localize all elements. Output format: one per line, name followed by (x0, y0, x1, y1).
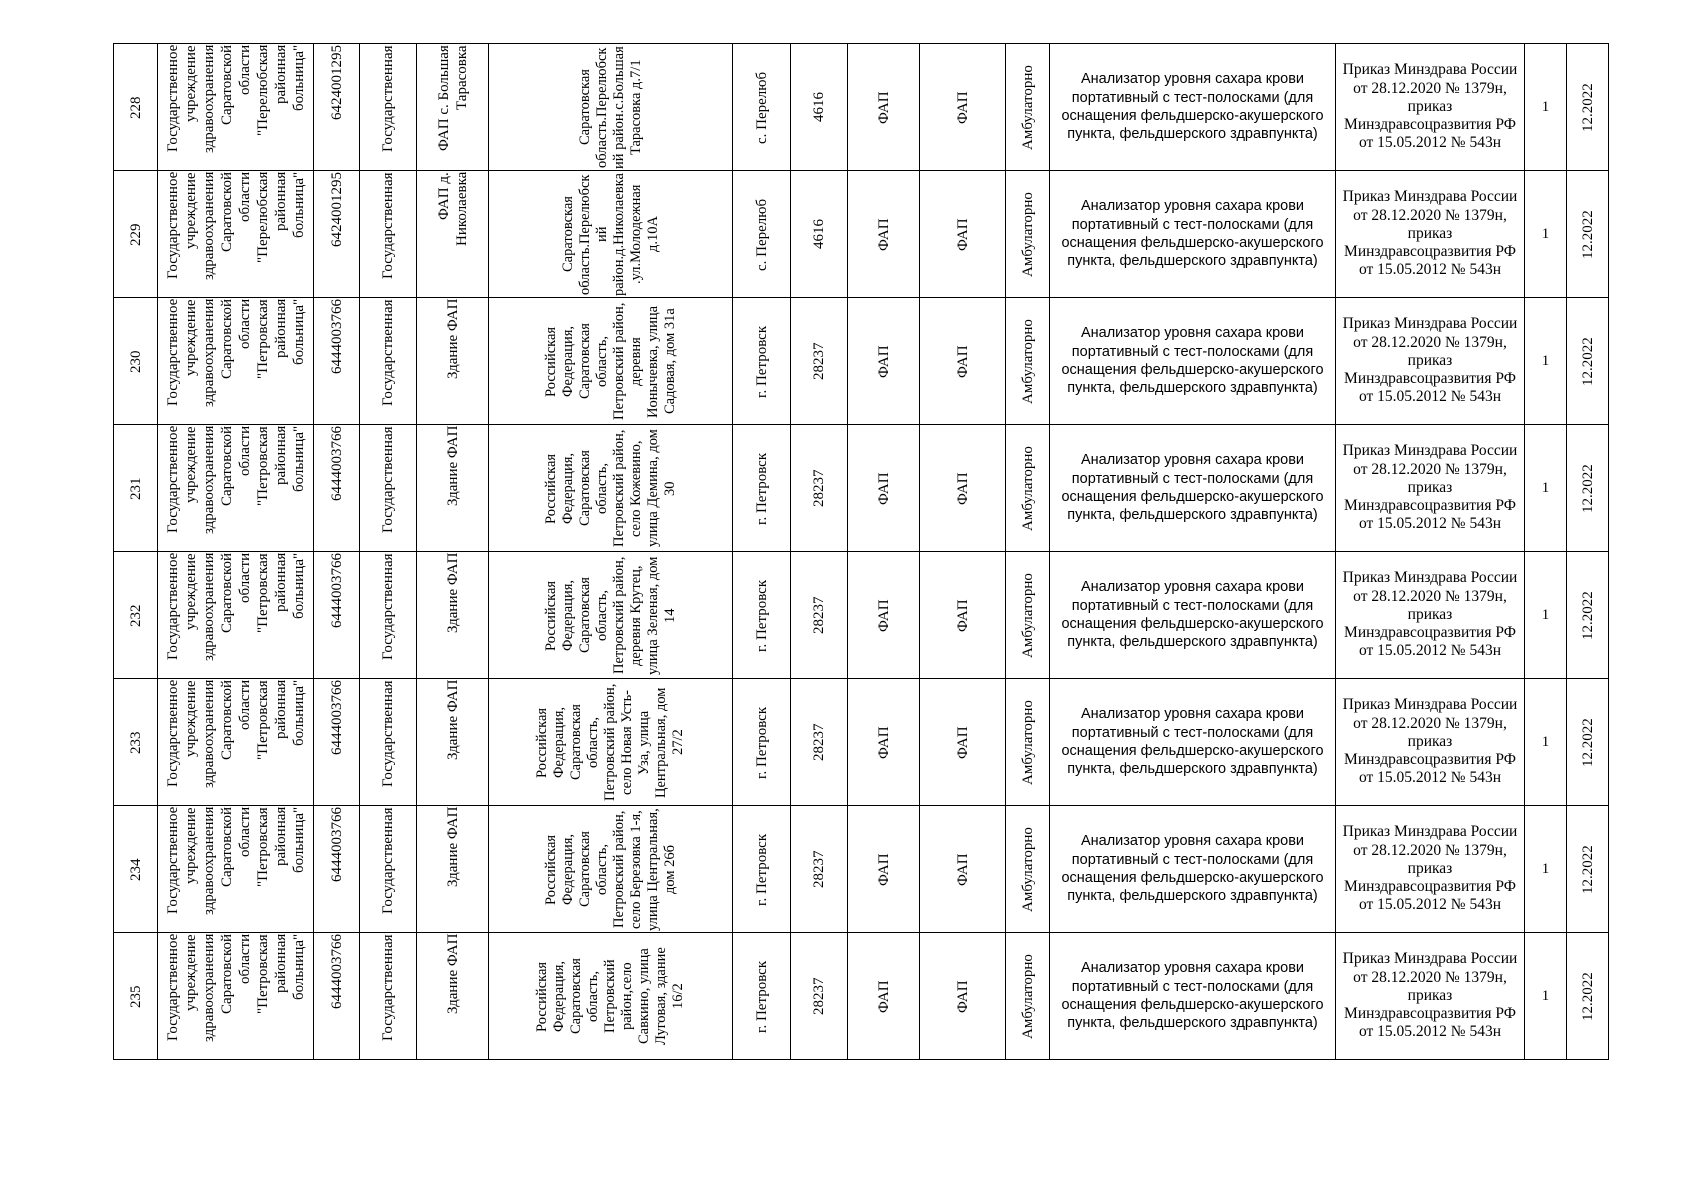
cell-ownership-text: Государственная (380, 298, 396, 406)
cell-equipment-text: Анализатор уровня сахара крови портативный с тест-полосками (для оснащения фельдшерско-акушерского пункта, фельдшерского здравпункта) (1061, 960, 1324, 1032)
cell-settlement-text: г. Петровск (753, 959, 770, 1033)
cell-care-form (1006, 679, 1050, 806)
cell-equipment-text: Анализатор уровня сахара крови портативный с тест-полосками (для оснащения фельдшерско-акушерского пункта, фельдшерского здравпункта) (1061, 71, 1324, 143)
cell-row-number (114, 679, 158, 806)
cell-inn (314, 298, 360, 425)
cell-order (1336, 298, 1525, 425)
cell-facility-subtype-text: ФАП (954, 217, 971, 251)
cell-building-text: Здание ФАП (444, 679, 461, 760)
cell-organization (158, 44, 314, 171)
cell-population-text: 28237 (811, 723, 827, 761)
cell-care-form-text: Амбулаторно (1019, 826, 1036, 912)
cell-date (1567, 679, 1609, 806)
cell-population (791, 806, 848, 933)
cell-inn-text: 6444003766 (328, 425, 345, 501)
cell-building-text: Здание ФАП (444, 933, 461, 1014)
cell-date-text: 12.2022 (1579, 336, 1596, 386)
cell-ownership (360, 298, 417, 425)
cell-row-number (114, 552, 158, 679)
cell-settlement-text: г. Петровск (753, 832, 770, 906)
cell-facility-type-text: ФАП (875, 344, 892, 378)
cell-organization-text: Государственное учреждение здравоохранения Саратовской области "Петровская районная больница" (164, 552, 307, 661)
cell-population-text: 4616 (811, 219, 827, 249)
cell-facility-subtype (920, 298, 1006, 425)
cell-settlement-text: г. Петровск (753, 324, 770, 398)
cell-facility-type (848, 298, 920, 425)
cell-settlement (733, 933, 791, 1060)
cell-facility-type-text: ФАП (875, 725, 892, 759)
cell-organization (158, 806, 314, 933)
cell-equipment-text: Анализатор уровня сахара крови портативный с тест-полосками (для оснащения фельдшерско-акушерского пункта, фельдшерского здравпункта) (1061, 833, 1324, 905)
cell-facility-type-text: ФАП (875, 979, 892, 1013)
cell-organization-text: Государственное учреждение здравоохранения Саратовской области "Перелюбская районная больница" (164, 44, 307, 153)
cell-facility-type-text: ФАП (875, 598, 892, 632)
cell-facility-subtype-text: ФАП (954, 471, 971, 505)
cell-building (417, 806, 489, 933)
cell-address (489, 552, 733, 679)
cell-order-text: Приказ Минздрава России от 28.12.2020 № 1379н, приказ Минздравсоцразвития РФ от 15.05.2012 № 543н (1342, 950, 1518, 1041)
cell-building-text: Здание ФАП (444, 425, 461, 506)
cell-inn-text: 6444003766 (328, 933, 345, 1009)
cell-care-form (1006, 171, 1050, 298)
cell-care-form (1006, 298, 1050, 425)
cell-facility-type-text: ФАП (875, 217, 892, 251)
cell-settlement (733, 44, 791, 171)
cell-date (1567, 171, 1609, 298)
cell-quantity (1525, 44, 1567, 171)
cell-facility-subtype-text: ФАП (954, 90, 971, 124)
table-row (114, 44, 1609, 171)
cell-building-text: Здание ФАП (444, 806, 461, 887)
cell-building-text: Здание ФАП (444, 552, 461, 633)
cell-quantity (1525, 806, 1567, 933)
cell-order-text: Приказ Минздрава России от 28.12.2020 № 1379н, приказ Минздравсоцразвития РФ от 15.05.2012 № 543н (1342, 315, 1518, 406)
cell-ownership (360, 679, 417, 806)
table-row (114, 298, 1609, 425)
cell-row-number (114, 933, 158, 1060)
cell-building-text: ФАП д. Николаевка (435, 171, 470, 246)
cell-equipment (1050, 806, 1336, 933)
cell-inn-text: 6444003766 (328, 552, 345, 628)
cell-quantity (1525, 679, 1567, 806)
cell-settlement-text: г. Петровск (753, 705, 770, 779)
cell-population (791, 171, 848, 298)
cell-care-form (1006, 552, 1050, 679)
cell-date (1567, 44, 1609, 171)
cell-organization-text: Государственное учреждение здравоохранения Саратовской области "Петровская районная больница" (164, 679, 307, 788)
cell-address (489, 425, 733, 552)
cell-organization-text: Государственное учреждение здравоохранения Саратовской области "Петровская районная больница" (164, 298, 307, 407)
cell-date-text: 12.2022 (1579, 463, 1596, 513)
cell-equipment (1050, 171, 1336, 298)
cell-quantity (1525, 933, 1567, 1060)
cell-equipment (1050, 298, 1336, 425)
cell-care-form-text: Амбулаторно (1019, 445, 1036, 531)
cell-inn (314, 425, 360, 552)
cell-inn (314, 806, 360, 933)
cell-row-number (114, 806, 158, 933)
cell-quantity (1525, 425, 1567, 552)
cell-settlement-text: с. Перелюб (753, 70, 770, 144)
cell-population (791, 298, 848, 425)
cell-building-text: ФАП с. Большая Тарасовка (435, 44, 470, 151)
cell-organization-text: Государственное учреждение здравоохранения Саратовской области "Перелюбская районная больница" (164, 171, 307, 280)
cell-order (1336, 44, 1525, 171)
cell-address-text: Российская Федерация, Саратовская область, Петровский район, село Новая Усть-Уза, улица Центральная, дом 27/2 (534, 683, 686, 801)
cell-ownership (360, 171, 417, 298)
cell-order-text: Приказ Минздрава России от 28.12.2020 № 1379н, приказ Минздравсоцразвития РФ от 15.05.2012 № 543н (1342, 823, 1518, 914)
cell-date-text: 12.2022 (1579, 209, 1596, 259)
cell-date-text: 12.2022 (1579, 844, 1596, 894)
cell-inn-text: 6424001295 (328, 171, 345, 247)
cell-facility-type (848, 44, 920, 171)
cell-date (1567, 298, 1609, 425)
cell-care-form-text: Амбулаторно (1019, 318, 1036, 404)
cell-date (1567, 806, 1609, 933)
cell-quantity (1525, 298, 1567, 425)
cell-quantity (1525, 171, 1567, 298)
cell-date (1567, 552, 1609, 679)
cell-quantity (1525, 552, 1567, 679)
cell-order (1336, 806, 1525, 933)
cell-inn-text: 6444003766 (328, 806, 345, 882)
cell-care-form-text: Амбулаторно (1019, 191, 1036, 277)
table-row (114, 171, 1609, 298)
cell-facility-subtype (920, 933, 1006, 1060)
cell-inn (314, 44, 360, 171)
cell-population (791, 552, 848, 679)
cell-settlement (733, 425, 791, 552)
cell-order (1336, 425, 1525, 552)
cell-quantity-text: 1 (1541, 225, 1550, 242)
cell-ownership-text: Государственная (380, 425, 396, 533)
cell-address (489, 933, 733, 1060)
cell-equipment (1050, 679, 1336, 806)
cell-inn-text: 6444003766 (328, 298, 345, 374)
cell-ownership-text: Государственная (380, 44, 396, 152)
cell-population-text: 28237 (811, 469, 827, 507)
cell-organization-text: Государственное учреждение здравоохранения Саратовской области "Петровская районная больница" (164, 933, 307, 1042)
cell-address-text: Саратовская область.Перелюбский район.д.Николаевка.ул.Молодежная д.10А (559, 172, 661, 296)
cell-address (489, 171, 733, 298)
cell-order-text: Приказ Минздрава России от 28.12.2020 № 1379н, приказ Минздравсоцразвития РФ от 15.05.2012 № 543н (1342, 61, 1518, 152)
cell-ownership (360, 806, 417, 933)
cell-ownership-text: Государственная (380, 552, 396, 660)
cell-equipment (1050, 933, 1336, 1060)
cell-facility-type (848, 933, 920, 1060)
cell-facility-type (848, 425, 920, 552)
cell-building (417, 425, 489, 552)
cell-equipment (1050, 552, 1336, 679)
cell-address-text: Российская Федерация, Саратовская область, Петровский район, деревня Крутец, улица Зеленая, дом 14 (542, 555, 678, 675)
cell-building (417, 933, 489, 1060)
table-row (114, 679, 1609, 806)
cell-facility-subtype (920, 552, 1006, 679)
cell-care-form (1006, 44, 1050, 171)
cell-care-form-text: Амбулаторно (1019, 953, 1036, 1039)
table-body (114, 44, 1609, 1060)
cell-row-number-text: 230 (127, 349, 144, 373)
cell-equipment-text: Анализатор уровня сахара крови портативный с тест-полосками (для оснащения фельдшерско-акушерского пункта, фельдшерского здравпункта) (1061, 706, 1324, 778)
cell-order (1336, 171, 1525, 298)
cell-facility-type (848, 806, 920, 933)
cell-equipment-text: Анализатор уровня сахара крови портативный с тест-полосками (для оснащения фельдшерско-акушерского пункта, фельдшерского здравпункта) (1061, 325, 1324, 397)
cell-equipment-text: Анализатор уровня сахара крови портативный с тест-полосками (для оснащения фельдшерско-акушерского пункта, фельдшерского здравпункта) (1061, 452, 1324, 524)
cell-facility-subtype (920, 44, 1006, 171)
cell-facility-subtype (920, 425, 1006, 552)
cell-building-text: Здание ФАП (444, 298, 461, 379)
cell-inn (314, 552, 360, 679)
cell-date-text: 12.2022 (1579, 590, 1596, 640)
cell-date (1567, 933, 1609, 1060)
cell-order-text: Приказ Минздрава России от 28.12.2020 № 1379н, приказ Минздравсоцразвития РФ от 15.05.2012 № 543н (1342, 188, 1518, 279)
cell-equipment-text: Анализатор уровня сахара крови портативный с тест-полосками (для оснащения фельдшерско-акушерского пункта, фельдшерского здравпункта) (1061, 198, 1324, 270)
cell-equipment (1050, 425, 1336, 552)
cell-facility-subtype (920, 171, 1006, 298)
table-row (114, 933, 1609, 1060)
cell-address-text: Российская Федерация, Саратовская область, Петровский район, село Кожевино, улица Демина, дом 30 (542, 429, 678, 547)
cell-address-text: Российская Федерация, Саратовская область, Петровский район, село Березовка 1-я, улица Центральная, дом 26б (542, 807, 678, 931)
cell-date-text: 12.2022 (1579, 717, 1596, 767)
cell-quantity-text: 1 (1541, 987, 1550, 1004)
equipment-table (113, 43, 1609, 1060)
cell-row-number-text: 228 (127, 95, 144, 119)
cell-address-text: Российская Федерация, Саратовская область, Петровский район,село Савкино, улица Луговая, здание 16/2 (534, 947, 686, 1045)
cell-order (1336, 552, 1525, 679)
cell-organization (158, 171, 314, 298)
cell-population-text: 28237 (811, 596, 827, 634)
cell-date-text: 12.2022 (1579, 971, 1596, 1021)
cell-inn-text: 6444003766 (328, 679, 345, 755)
cell-ownership (360, 44, 417, 171)
cell-quantity-text: 1 (1541, 733, 1550, 750)
cell-building (417, 552, 489, 679)
cell-facility-subtype-text: ФАП (954, 979, 971, 1013)
cell-facility-subtype-text: ФАП (954, 725, 971, 759)
cell-care-form (1006, 933, 1050, 1060)
cell-facility-subtype (920, 806, 1006, 933)
cell-row-number (114, 425, 158, 552)
cell-settlement (733, 298, 791, 425)
table-row (114, 425, 1609, 552)
cell-organization (158, 298, 314, 425)
cell-ownership (360, 933, 417, 1060)
cell-care-form-text: Амбулаторно (1019, 572, 1036, 658)
cell-organization-text: Государственное учреждение здравоохранения Саратовской области "Петровская районная больница" (164, 425, 307, 534)
cell-care-form-text: Амбулаторно (1019, 64, 1036, 150)
cell-ownership-text: Государственная (380, 933, 396, 1041)
cell-building (417, 44, 489, 171)
cell-ownership (360, 552, 417, 679)
cell-facility-subtype-text: ФАП (954, 598, 971, 632)
cell-organization (158, 552, 314, 679)
cell-row-number-text: 229 (127, 222, 144, 246)
cell-address-text: Саратовская область.Перелюбский район.с.Большая Тарасовка д.7/1 (576, 45, 644, 169)
cell-address (489, 679, 733, 806)
cell-order (1336, 679, 1525, 806)
cell-organization (158, 425, 314, 552)
cell-care-form-text: Амбулаторно (1019, 699, 1036, 785)
cell-organization (158, 933, 314, 1060)
cell-population (791, 679, 848, 806)
cell-building (417, 171, 489, 298)
cell-care-form (1006, 425, 1050, 552)
cell-settlement (733, 552, 791, 679)
cell-facility-type-text: ФАП (875, 471, 892, 505)
cell-facility-subtype-text: ФАП (954, 852, 971, 886)
cell-care-form (1006, 806, 1050, 933)
cell-ownership-text: Государственная (380, 806, 396, 914)
cell-facility-type-text: ФАП (875, 852, 892, 886)
cell-row-number-text: 231 (127, 476, 144, 500)
cell-facility-type (848, 171, 920, 298)
cell-row-number (114, 298, 158, 425)
cell-date-text: 12.2022 (1579, 82, 1596, 132)
cell-row-number-text: 232 (127, 603, 144, 627)
cell-equipment (1050, 44, 1336, 171)
cell-quantity-text: 1 (1541, 352, 1550, 369)
cell-order-text: Приказ Минздрава России от 28.12.2020 № 1379н, приказ Минздравсоцразвития РФ от 15.05.2012 № 543н (1342, 696, 1518, 787)
cell-population-text: 28237 (811, 977, 827, 1015)
cell-facility-type (848, 552, 920, 679)
cell-quantity-text: 1 (1541, 860, 1550, 877)
cell-settlement (733, 679, 791, 806)
cell-ownership-text: Государственная (380, 679, 396, 787)
cell-inn (314, 679, 360, 806)
cell-order-text: Приказ Минздрава России от 28.12.2020 № 1379н, приказ Минздравсоцразвития РФ от 15.05.2012 № 543н (1342, 569, 1518, 660)
cell-building (417, 298, 489, 425)
cell-settlement (733, 171, 791, 298)
cell-quantity-text: 1 (1541, 98, 1550, 115)
cell-order-text: Приказ Минздрава России от 28.12.2020 № 1379н, приказ Минздравсоцразвития РФ от 15.05.2012 № 543н (1342, 442, 1518, 533)
cell-facility-subtype (920, 679, 1006, 806)
cell-address-text: Российская Федерация, Саратовская область, Петровский район, деревня Ионычевка, улица Садовая, дом 31а (542, 302, 678, 420)
cell-address (489, 806, 733, 933)
cell-quantity-text: 1 (1541, 606, 1550, 623)
cell-building (417, 679, 489, 806)
table-row (114, 806, 1609, 933)
cell-settlement-text: с. Перелюб (753, 197, 770, 271)
cell-population-text: 28237 (811, 342, 827, 380)
cell-row-number-text: 235 (127, 984, 144, 1008)
cell-population (791, 44, 848, 171)
cell-row-number (114, 171, 158, 298)
cell-facility-subtype-text: ФАП (954, 344, 971, 378)
cell-date (1567, 425, 1609, 552)
cell-row-number-text: 234 (127, 857, 144, 881)
cell-organization-text: Государственное учреждение здравоохранения Саратовской области "Петровская районная больница" (164, 806, 307, 915)
cell-equipment-text: Анализатор уровня сахара крови портативный с тест-полосками (для оснащения фельдшерско-акушерского пункта, фельдшерского здравпункта) (1061, 579, 1324, 651)
cell-address (489, 44, 733, 171)
cell-order (1336, 933, 1525, 1060)
cell-quantity-text: 1 (1541, 479, 1550, 496)
cell-inn (314, 933, 360, 1060)
cell-settlement-text: г. Петровск (753, 451, 770, 525)
cell-inn (314, 171, 360, 298)
cell-settlement-text: г. Петровск (753, 578, 770, 652)
cell-ownership-text: Государственная (380, 171, 396, 279)
cell-ownership (360, 425, 417, 552)
cell-population (791, 425, 848, 552)
cell-row-number-text: 233 (127, 730, 144, 754)
cell-address (489, 298, 733, 425)
cell-inn-text: 6424001295 (328, 44, 345, 120)
cell-facility-type (848, 679, 920, 806)
table-row (114, 552, 1609, 679)
cell-facility-type-text: ФАП (875, 90, 892, 124)
cell-row-number (114, 44, 158, 171)
cell-population-text: 28237 (811, 850, 827, 888)
cell-population (791, 933, 848, 1060)
cell-population-text: 4616 (811, 92, 827, 122)
cell-organization (158, 679, 314, 806)
cell-settlement (733, 806, 791, 933)
